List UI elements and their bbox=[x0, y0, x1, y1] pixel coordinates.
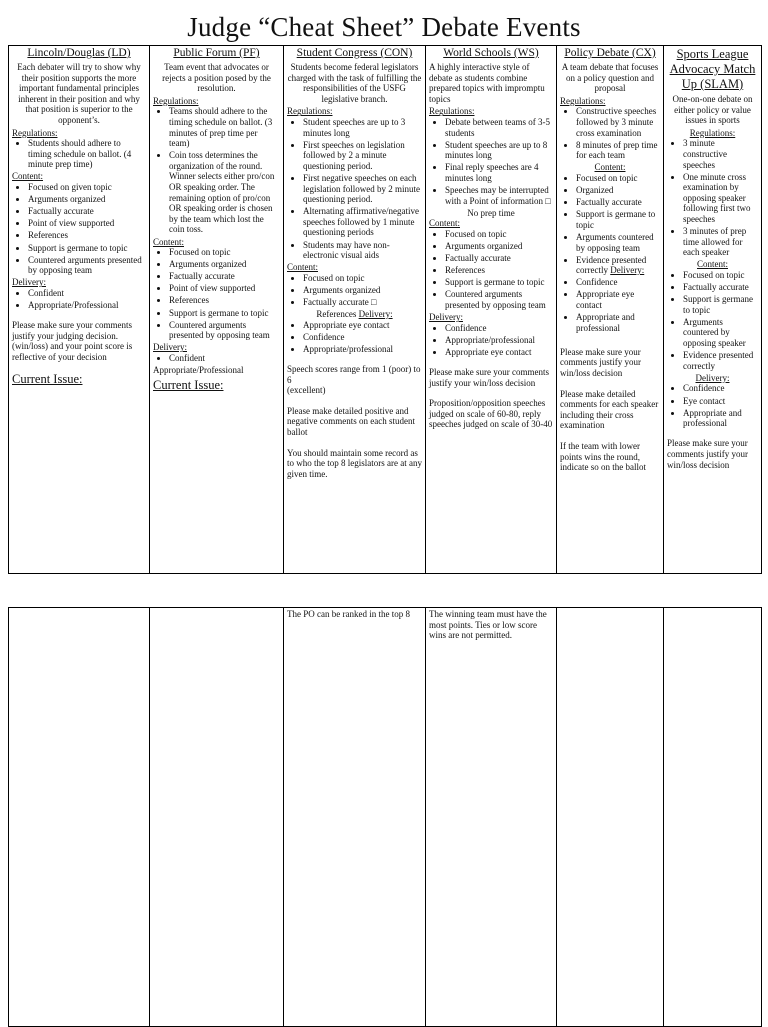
list-item: • Arguments organized bbox=[28, 194, 146, 205]
slam-content-label: Content: bbox=[697, 259, 728, 270]
list-item: • Arguments organized bbox=[445, 241, 553, 252]
con-speech-scores: Speech scores range from 1 (poor) to 6 bbox=[287, 363, 421, 385]
cheat-sheet-continuation-table bbox=[8, 607, 762, 1027]
con-header: Student Congress (CON) bbox=[296, 47, 413, 59]
slam-delivery-list bbox=[667, 383, 758, 428]
ws-content-list bbox=[429, 229, 553, 311]
list-item: • Support is germane to topic bbox=[445, 277, 553, 288]
list-item: • Appropriate eye contact bbox=[576, 289, 660, 310]
list-item: • References bbox=[169, 295, 280, 306]
ws-header: World Schools (WS) bbox=[443, 47, 539, 59]
checkbox-icon: □ bbox=[370, 296, 377, 307]
list-item: • 3 minutes of prep time allowed for each speaker bbox=[683, 226, 758, 258]
list-item: • Confidence bbox=[445, 323, 553, 334]
list-item bbox=[576, 255, 660, 276]
con-note-2: You should maintain some record as to who the top 8 legislators are at any given time. bbox=[287, 447, 422, 479]
list-item: • Countered arguments presented by opposing team bbox=[28, 255, 146, 276]
slam-continuation-cell bbox=[664, 608, 762, 1027]
list-item bbox=[303, 297, 422, 308]
list-item: • 3 minute constructive speeches bbox=[683, 138, 758, 170]
list-item: • First speeches on legislation followed by 2 a minute questioning period. bbox=[303, 140, 422, 172]
list-item: • Focused on topic bbox=[303, 273, 422, 284]
list-item: • Alternating affirmative/negative speeches followed by 1 minute questioning periods bbox=[303, 206, 422, 238]
list-item: • Support is germane to topic bbox=[683, 294, 758, 315]
list-item: • Students should adhere to timing schedule on ballot. (4 minute prep time) bbox=[28, 138, 146, 170]
list-item: • Appropriate/professional bbox=[303, 344, 422, 355]
slam-column bbox=[664, 46, 762, 574]
ld-delivery-label: Delivery: bbox=[12, 277, 46, 288]
cx-header: Policy Debate (CX) bbox=[564, 47, 656, 59]
slam-note: Please make sure your comments justify your win/loss decision bbox=[667, 438, 748, 470]
list-item: • Factually accurate bbox=[169, 271, 280, 282]
list-item: • First negative speeches on each legislation followed by 2 minute questioning period. bbox=[303, 173, 422, 205]
cx-note-2: Please make detailed comments for each speaker including their cross examination bbox=[560, 388, 659, 431]
pf-regulations-label: Regulations: bbox=[153, 95, 199, 106]
list-item: • Countered arguments presented by opposing team bbox=[169, 320, 280, 341]
list-item: • Focused on topic bbox=[169, 247, 280, 258]
con-content-list bbox=[287, 273, 422, 308]
list-item: • Confidence bbox=[576, 277, 660, 288]
con-content-label: Content: bbox=[287, 262, 318, 273]
cx-content-list bbox=[560, 173, 660, 276]
list-item: • Point of view supported bbox=[169, 283, 280, 294]
con-bottom-note: The PO can be ranked in the top 8 bbox=[287, 609, 410, 619]
con-intro: Students become federal legislators charged with the task of fulfilling the responsibilities of the USFG legislative branch. bbox=[287, 62, 422, 104]
cx-regulations-label: Regulations: bbox=[560, 95, 606, 106]
pf-delivery-list bbox=[153, 353, 280, 364]
ws-delivery-label: Delivery: bbox=[429, 312, 463, 323]
cx-continuation-cell bbox=[557, 608, 664, 1027]
list-item: • Point of view supported bbox=[28, 218, 146, 229]
pf-content-list bbox=[153, 247, 280, 341]
ld-current-issue: Current Issue: bbox=[12, 372, 83, 387]
list-item: • Focused on topic bbox=[576, 173, 660, 184]
list-item: • Evidence presented correctly bbox=[683, 350, 758, 371]
con-column bbox=[284, 46, 426, 574]
ws-note-2: Proposition/opposition speeches judged on scale of 60-80, reply speeches judged on scale of 30-40 bbox=[429, 398, 553, 430]
ws-content-label: Content: bbox=[429, 218, 460, 229]
ws-intro: A highly interactive style of debate as students combine prepared topics with impromptu topics bbox=[429, 62, 545, 104]
list-item: • Confident bbox=[28, 288, 146, 299]
list-item: • Confidence bbox=[683, 383, 758, 394]
list-item-text: Factually accurate bbox=[303, 296, 369, 307]
list-item: • Eye contact bbox=[683, 396, 758, 407]
list-item: • 8 minutes of prep time for each team bbox=[576, 140, 660, 161]
pf-content-label: Content: bbox=[153, 236, 184, 247]
list-item: • Support is germane to topic bbox=[169, 308, 280, 319]
list-item: • Student speeches are up to 8 minutes long bbox=[445, 140, 553, 161]
ws-note-1: Please make sure your comments justify your win/loss decision bbox=[429, 366, 549, 388]
list-item-text: Speeches may be interrupted with a Point of information bbox=[445, 185, 549, 206]
list-item: • Appropriate/professional bbox=[445, 335, 553, 346]
list-item: • Focused on topic bbox=[683, 270, 758, 281]
ld-continuation-cell bbox=[9, 608, 150, 1027]
ws-bottom-note: The winning team must have the most points. Ties or low score wins are not permitted. bbox=[429, 609, 547, 641]
ld-column bbox=[9, 46, 150, 574]
cx-content-label: Content: bbox=[594, 162, 626, 173]
list-item-text: Evidence presented correctly bbox=[576, 254, 647, 276]
pf-current-issue: Current Issue: bbox=[153, 377, 224, 392]
list-item: • Debate between teams of 3-5 students bbox=[445, 117, 553, 138]
con-references: References bbox=[316, 309, 357, 320]
con-delivery-label: Delivery: bbox=[358, 309, 393, 320]
slam-content-list bbox=[667, 270, 758, 371]
pf-delivery-tail: Appropriate/Professional bbox=[153, 365, 244, 376]
list-item: • Students may have non-electronic visual aids bbox=[303, 240, 422, 261]
con-continuation-cell bbox=[284, 608, 426, 1027]
slam-header: Sports League Advocacy Match Up (SLAM) bbox=[669, 47, 756, 91]
list-item: • Arguments countered by opposing speaker bbox=[683, 317, 758, 349]
list-item: • Appropriate and professional bbox=[683, 408, 758, 429]
con-regulations-label: Regulations: bbox=[287, 106, 333, 117]
pf-continuation-cell bbox=[150, 608, 284, 1027]
list-item: • Confidence bbox=[303, 332, 422, 343]
list-item: • Factually accurate bbox=[683, 282, 758, 293]
cheat-sheet-table bbox=[8, 45, 762, 574]
con-speech-scores-tail: (excellent) bbox=[287, 385, 326, 396]
list-item: • Support is germane to topic bbox=[28, 243, 146, 254]
list-item: • Final reply speeches are 4 minutes long bbox=[445, 162, 553, 183]
slam-regulations-label: Regulations: bbox=[689, 127, 736, 138]
ld-intro: Each debater will try to show why their position supports the more important fundamental principles inherent in their position and why that position is superior to the opponent’s. bbox=[17, 62, 141, 125]
cx-note-3: If the team with lower points wins the round, indicate so on the ballot bbox=[560, 440, 646, 473]
list-item: • Teams should adhere to the timing schedule on ballot. (3 minutes of prep time per team) bbox=[169, 106, 280, 148]
list-item: • References bbox=[28, 230, 146, 241]
list-item: • Organized bbox=[576, 185, 660, 196]
list-item: • Arguments countered by opposing team bbox=[576, 232, 660, 253]
ws-regulations-list bbox=[429, 117, 553, 206]
pf-intro: Team event that advocates or rejects a position posed by the resolution. bbox=[162, 62, 271, 94]
ws-column bbox=[426, 46, 557, 574]
list-item: • Constructive speeches followed by 3 minute cross examination bbox=[576, 106, 660, 138]
list-item: • Factually accurate bbox=[445, 253, 553, 264]
list-item: • Confident bbox=[169, 353, 280, 364]
list-item: • Arguments organized bbox=[303, 285, 422, 296]
list-item: • Focused on given topic bbox=[28, 182, 146, 193]
list-item: • Appropriate/Professional bbox=[28, 300, 146, 311]
pf-delivery-label: Delivery: bbox=[153, 342, 187, 353]
page-title: Judge “Cheat Sheet” Debate Events bbox=[187, 12, 581, 42]
con-note-1: Please make detailed positive and negative comments on each student ballot bbox=[287, 405, 415, 437]
con-references-row bbox=[287, 309, 422, 320]
ld-regulations-list bbox=[12, 138, 146, 170]
list-item: • Support is germane to topic bbox=[576, 209, 660, 230]
ws-continuation-cell bbox=[426, 608, 557, 1027]
checkbox-icon: □ bbox=[545, 195, 551, 206]
list-item: • Factually accurate bbox=[576, 197, 660, 208]
cx-delivery-label: Delivery: bbox=[610, 265, 645, 276]
ld-content-list bbox=[12, 182, 146, 276]
list-item: • Coin toss determines the organization of the round. Winner selects either pro/con OR speaking order. The remaining option of pro/con OR speaking order is chosen by the team which lost the coin toss. bbox=[169, 150, 280, 235]
slam-regulations-list bbox=[667, 138, 758, 258]
list-item bbox=[445, 185, 553, 206]
ws-delivery-list bbox=[429, 323, 553, 358]
cx-delivery-list bbox=[560, 277, 660, 333]
list-item: • Focused on topic bbox=[445, 229, 553, 240]
ld-regulations-label: Regulations: bbox=[12, 127, 58, 138]
ld-header: Lincoln/Douglas (LD) bbox=[27, 47, 131, 59]
pf-header: Public Forum (PF) bbox=[173, 47, 260, 59]
ld-delivery-list bbox=[12, 288, 146, 311]
cx-column bbox=[557, 46, 664, 574]
slam-intro: One-on-one debate on either policy or value issues in sports bbox=[672, 94, 753, 126]
pf-column bbox=[150, 46, 284, 574]
list-item: • Factually accurate bbox=[28, 206, 146, 217]
list-item: • One minute cross examination by opposing speaker following first two speeches bbox=[683, 172, 758, 225]
pf-regulations-list bbox=[153, 106, 280, 235]
con-regulations-list bbox=[287, 117, 422, 261]
ws-no-prep: No prep time bbox=[467, 207, 515, 218]
list-item: • Arguments organized bbox=[169, 259, 280, 270]
list-item: • Countered arguments presented by opposing team bbox=[445, 289, 553, 310]
ws-regulations-label: Regulations: bbox=[429, 106, 475, 117]
cx-note-1: Please make sure your comments justify your win/loss decision bbox=[560, 346, 641, 378]
ld-content-label: Content: bbox=[12, 171, 43, 182]
list-item: • References bbox=[445, 265, 553, 276]
list-item: • Student speeches are up to 3 minutes long bbox=[303, 117, 422, 138]
cx-intro: A team debate that focuses on a policy question and proposal bbox=[561, 62, 659, 94]
list-item: • Appropriate eye contact bbox=[445, 347, 553, 358]
ld-note: Please make sure your comments justify your judging decision. (win/loss) and your point score is reflective of your decision bbox=[12, 320, 133, 362]
con-delivery-list bbox=[287, 320, 422, 355]
list-item: • Appropriate and professional bbox=[576, 312, 660, 333]
cx-regulations-list bbox=[560, 106, 660, 160]
slam-delivery-label: Delivery: bbox=[695, 372, 730, 383]
list-item: • Appropriate eye contact bbox=[303, 320, 422, 331]
